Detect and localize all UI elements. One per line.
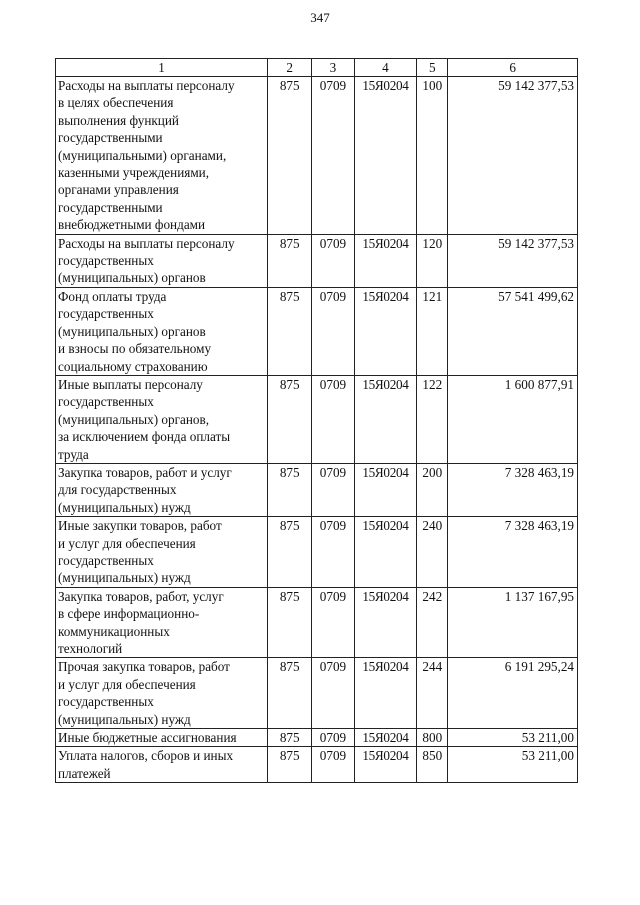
amount-cell: 59 142 377,53: [448, 77, 578, 235]
ministry-code-cell: 875: [268, 747, 312, 783]
budget-table: [55, 58, 578, 783]
target-article-cell: 15Я0204: [354, 234, 417, 287]
amount-cell: 7 328 463,19: [448, 463, 578, 516]
expense-name-line: технологий: [58, 641, 123, 656]
table-header-row: [56, 59, 578, 77]
expense-name-line: (муниципальных) нужд: [58, 499, 191, 515]
expense-name-line: государственными: [58, 199, 163, 215]
page-number: 347: [310, 10, 330, 25]
table-row: [56, 234, 578, 287]
target-article-cell: 15Я0204: [354, 287, 417, 375]
ministry-code-cell: 875: [268, 375, 312, 463]
column-header: 1: [56, 59, 268, 77]
column-header: 3: [312, 59, 354, 77]
target-article-cell: 15Я0204: [354, 658, 417, 729]
target-article-cell: 15Я0204: [354, 375, 417, 463]
expense-name-cell: [56, 375, 268, 463]
expense-type-cell: 122: [417, 375, 448, 463]
expense-type-cell: 244: [417, 658, 448, 729]
expense-name-line: за исключением фонда оплаты: [58, 429, 231, 445]
expense-name-line: Расходы на выплаты персоналу: [58, 235, 235, 251]
expense-type-cell: 850: [417, 747, 448, 783]
target-article-cell: 15Я0204: [354, 77, 417, 235]
expense-type-cell: 120: [417, 234, 448, 287]
table-body: [56, 77, 578, 783]
amount-cell: 57 541 499,62: [448, 287, 578, 375]
ministry-code-cell: 875: [268, 234, 312, 287]
expense-name-line: в сфере информационно-: [58, 606, 200, 622]
expense-name-line: государственных: [58, 694, 154, 710]
expense-name-line: Закупка товаров, работ, услуг: [58, 588, 224, 604]
expense-name-line: Иные бюджетные ассигнования: [58, 730, 237, 746]
ministry-code-cell: 875: [268, 658, 312, 729]
expense-name-cell: [56, 234, 268, 287]
expense-name-line: (муниципальных) нужд: [58, 711, 191, 727]
section-code-cell: 0709: [312, 747, 354, 783]
amount-cell: 1 600 877,91: [448, 375, 578, 463]
column-header: 4: [354, 59, 417, 77]
expense-name-line: (муниципальных) нужд: [58, 570, 191, 586]
ministry-code-cell: 875: [268, 587, 312, 658]
ministry-code-cell: 875: [268, 77, 312, 235]
expense-name-line: органами управления: [58, 182, 179, 198]
expense-name-line: в целях обеспечения: [58, 95, 174, 111]
amount-cell: 53 211,00: [448, 747, 578, 783]
expense-name-line: (муниципальных) органов,: [58, 411, 210, 427]
table-row: [56, 587, 578, 658]
expense-name-line: для государственных: [58, 482, 177, 498]
expense-type-cell: 121: [417, 287, 448, 375]
expense-type-cell: 240: [417, 517, 448, 588]
expense-name-line: государственных: [58, 394, 154, 410]
target-article-cell: 15Я0204: [354, 463, 417, 516]
expense-name-line: социальному страхованию: [58, 358, 208, 374]
amount-cell: 7 328 463,19: [448, 517, 578, 588]
expense-name-line: внебюджетными фондами: [58, 217, 206, 233]
expense-name-line: и услуг для обеспечения: [58, 535, 196, 551]
expense-name-line: и взносы по обязательному: [58, 341, 212, 357]
expense-name-line: Иные закупки товаров, работ: [58, 518, 222, 534]
target-article-cell: 15Я0204: [354, 729, 417, 747]
expense-name-cell: [56, 658, 268, 729]
expense-name-line: выполнения функций: [58, 112, 179, 128]
section-code-cell: 0709: [312, 729, 354, 747]
expense-name-line: государственными: [58, 130, 163, 146]
expense-name-line: и услуг для обеспечения: [58, 676, 196, 692]
table-row: [56, 729, 578, 747]
ministry-code-cell: 875: [268, 729, 312, 747]
expense-type-cell: 800: [417, 729, 448, 747]
section-code-cell: 0709: [312, 587, 354, 658]
expense-name-line: государственных: [58, 253, 154, 269]
expense-name-line: коммуникационных: [58, 623, 170, 639]
table-row: [56, 463, 578, 516]
target-article-cell: 15Я0204: [354, 587, 417, 658]
expense-type-cell: 242: [417, 587, 448, 658]
expense-name-line: (муниципальных) органов: [58, 270, 206, 286]
table-row: [56, 517, 578, 588]
section-code-cell: 0709: [312, 375, 354, 463]
expense-name-line: казенными учреждениями,: [58, 165, 210, 181]
amount-cell: 59 142 377,53: [448, 234, 578, 287]
expense-name-cell: [56, 747, 268, 783]
expense-name-cell: [56, 729, 268, 747]
table-row: [56, 747, 578, 783]
expense-name-line: (муниципальных) органов: [58, 323, 206, 339]
table-row: [56, 658, 578, 729]
ministry-code-cell: 875: [268, 517, 312, 588]
expense-name-cell: [56, 77, 268, 235]
section-code-cell: 0709: [312, 77, 354, 235]
expense-name-line: Иные выплаты персоналу: [58, 376, 203, 392]
expense-name-line: государственных: [58, 552, 154, 568]
expense-name-line: Расходы на выплаты персоналу: [58, 78, 235, 93]
amount-cell: 6 191 295,24: [448, 658, 578, 729]
table-row: [56, 287, 578, 375]
expense-name-line: государственных: [58, 306, 154, 322]
amount-cell: 1 137 167,95: [448, 587, 578, 658]
expense-name-cell: [56, 587, 268, 658]
expense-name-cell: [56, 287, 268, 375]
expense-type-cell: 100: [417, 77, 448, 235]
section-code-cell: 0709: [312, 463, 354, 516]
amount-cell: 53 211,00: [448, 729, 578, 747]
expense-name-line: Прочая закупка товаров, работ: [58, 659, 230, 675]
column-header: 5: [417, 59, 448, 77]
expense-name-line: труда: [58, 446, 89, 462]
ministry-code-cell: 875: [268, 287, 312, 375]
expense-name-line: (муниципальными) органами,: [58, 147, 227, 163]
expense-name-line: платежей: [58, 765, 111, 781]
expense-name-line: Закупка товаров, работ и услуг: [58, 464, 232, 480]
expense-name-line: Уплата налогов, сборов и иных: [58, 748, 234, 764]
target-article-cell: 15Я0204: [354, 517, 417, 588]
section-code-cell: 0709: [312, 234, 354, 287]
section-code-cell: 0709: [312, 517, 354, 588]
ministry-code-cell: 875: [268, 463, 312, 516]
expense-name-cell: [56, 463, 268, 516]
expense-type-cell: 200: [417, 463, 448, 516]
section-code-cell: 0709: [312, 658, 354, 729]
table-row: [56, 375, 578, 463]
target-article-cell: 15Я0204: [354, 747, 417, 783]
expense-name-cell: [56, 517, 268, 588]
expense-name-line: Фонд оплаты труда: [58, 288, 167, 304]
column-header: 2: [268, 59, 312, 77]
table-row: [56, 77, 578, 235]
section-code-cell: 0709: [312, 287, 354, 375]
column-header: 6: [448, 59, 578, 77]
